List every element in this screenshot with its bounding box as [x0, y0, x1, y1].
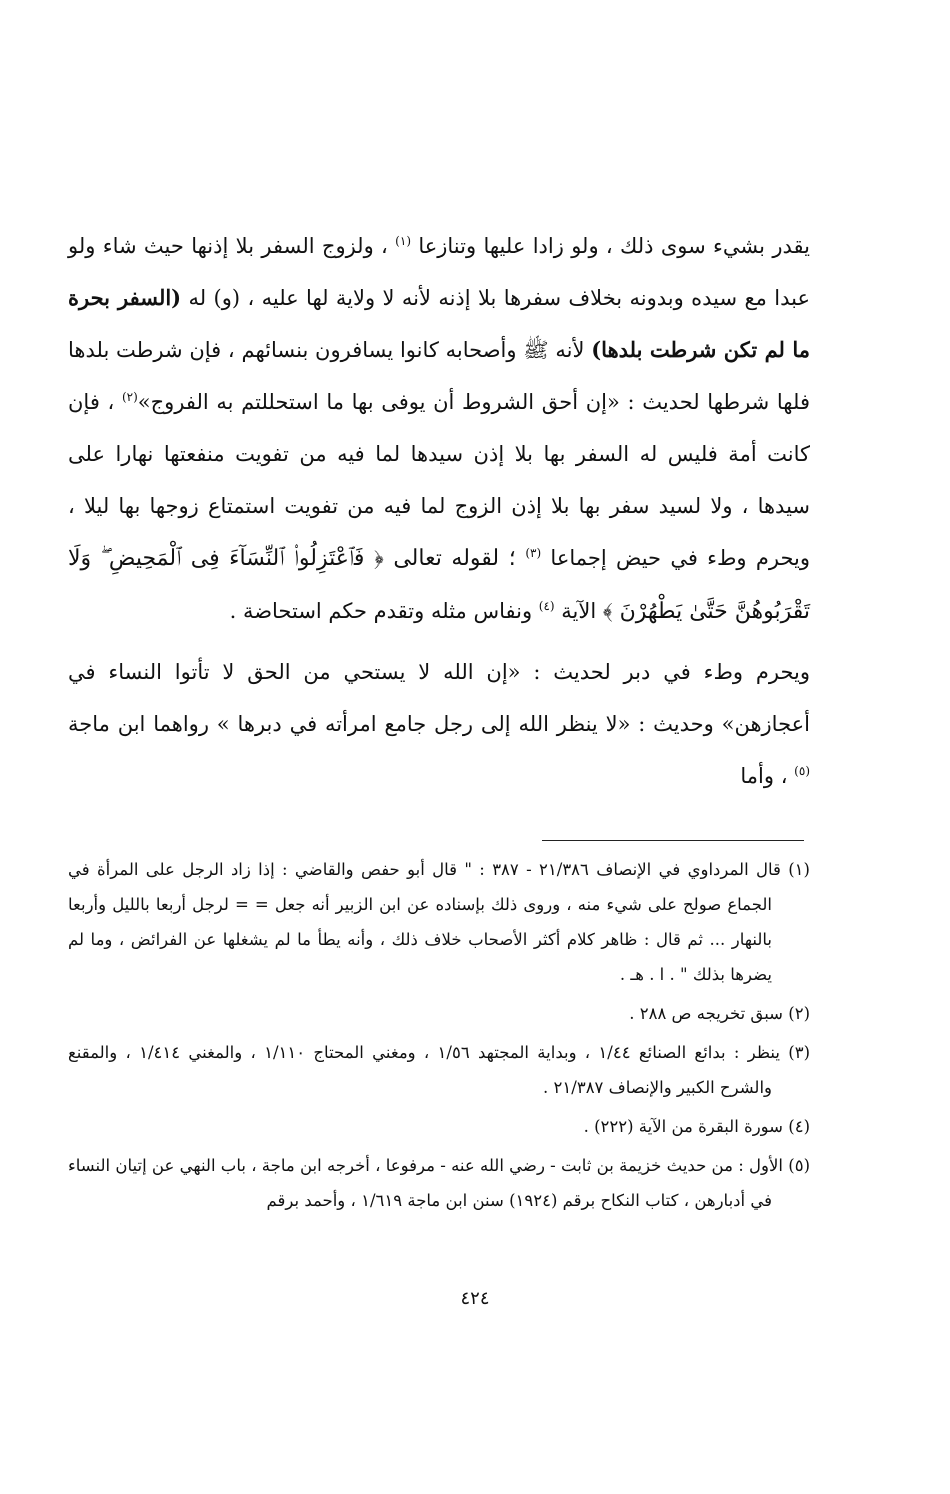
- bold-text: (السفر بحرة ما لم تكن شرطت بلدها): [68, 285, 810, 362]
- footnote: (٢) سبق تخريجه ص ٢٨٨ .: [629, 1004, 810, 1023]
- text-segment: يقدر بشيء سوى ذلك ، ولو زادا عليها وتنازعا: [411, 234, 810, 258]
- paragraph: [68, 220, 810, 638]
- quran-verse: ؛ لقوله تعالى ﴿ فَٱعْتَزِلُوا۟ ٱلنِّسَآءَ فِى ٱلْمَحِيضِ ۖ وَلَا تَقْرَبُوهُنَّ حَتَّىٰ يَطْهُرْنَ ﴾: [68, 546, 810, 624]
- footnote: (٣) ينظر : بدائع الصنائع ١/٤٤ ، وبداية المجتهد ١/٥٦ ، ومغني المحتاج ١/١١٠ ، والمغني ١/٤١٤ ، والمقنع والشرح الكبير والإنصاف ٢١/٣٨٧ .: [68, 1043, 810, 1097]
- text-segment: الآية: [554, 599, 603, 623]
- footnote: (٥) الأول : من حديث خزيمة بن ثابت - رضي الله عنه - مرفوعا ، أخرجه ابن ماجة ، باب النهي عن إتيان النساء في أدبارهن ، كتاب النكاح برقم (١٩٢٤) سنن ابن ماجة ١/٦١٩ ، وأحمد برقم: [68, 1156, 810, 1210]
- text-segment: ونفاس مثله وتقدم حكم استحاضة .: [229, 599, 539, 623]
- text-segment: ، فإن كانت أمة فليس له السفر بها بلا إذن سيدها لما فيه من تفويت منفعتها نهارا على سيدها ، ولا لسيد سفر بها بلا إذن الزوج لما فيه من تفويت استمتاع زوجها بها ليلا ، ويحرم وطء في حيض إجماعا: [68, 390, 810, 570]
- main-text-body: [68, 220, 810, 802]
- text-segment: ويحرم وطء في دبر لحديث : «إن الله لا يستحي من الحق لا تأتوا النساء في أعجازهن» وحديث : «لا ينظر الله إلى رجل جامع امرأته في دبرها » رواهما ابن ماجة: [68, 660, 810, 736]
- footnote-reference: (٢): [121, 390, 138, 404]
- paragraph: [68, 646, 810, 802]
- footnote-reference: (٥): [794, 764, 810, 778]
- text-segment: ، وأما: [740, 764, 795, 788]
- page-number: ٤٢٤: [460, 1288, 490, 1309]
- footnote: (٤) سورة البقرة من الآية (٢٢٢) .: [583, 1117, 810, 1136]
- footnote-reference: (٤): [538, 599, 555, 613]
- text-segment: ، ولزوج السفر بلا إذنها حيث شاء ولو عبدا مع سيده وبدونه بخلاف سفرها بلا إذنه لأنه لا ولاية لها عليه ، (و) له: [68, 234, 810, 310]
- footnote-divider: [542, 840, 804, 841]
- footnote: (١) قال المرداوي في الإنصاف ٢١/٣٨٦ - ٣٨٧ : " قال أبو حفص والقاضي : إذا زاد الرجل على المرأة في الجماع صولح على شيء منه ، وروى ذلك بإسناده عن ابن الزبير أنه جعل = = لرجل أربعا بالليل وأربعا بالنهار ... ثم قال : ظاهر كلام أكثر الأصحاب خلاف ذلك ، وأنه يطأ ما لم يشغلها عن الفرائض ، وما لم يضرها بذلك " . ا . هـ .: [68, 860, 810, 984]
- text-segment: لأنه ﷺ وأصحابه كانوا يسافرون بنسائهم ، فإن شرطت بلدها فلها شرطها لحديث : «إن أحق الشروط أن يوفى بها ما استحللتم به الفروج»: [68, 338, 810, 414]
- footnote-reference: (٣): [525, 546, 542, 560]
- footnote-reference: (١): [395, 234, 411, 248]
- footnotes-section: [68, 852, 810, 1222]
